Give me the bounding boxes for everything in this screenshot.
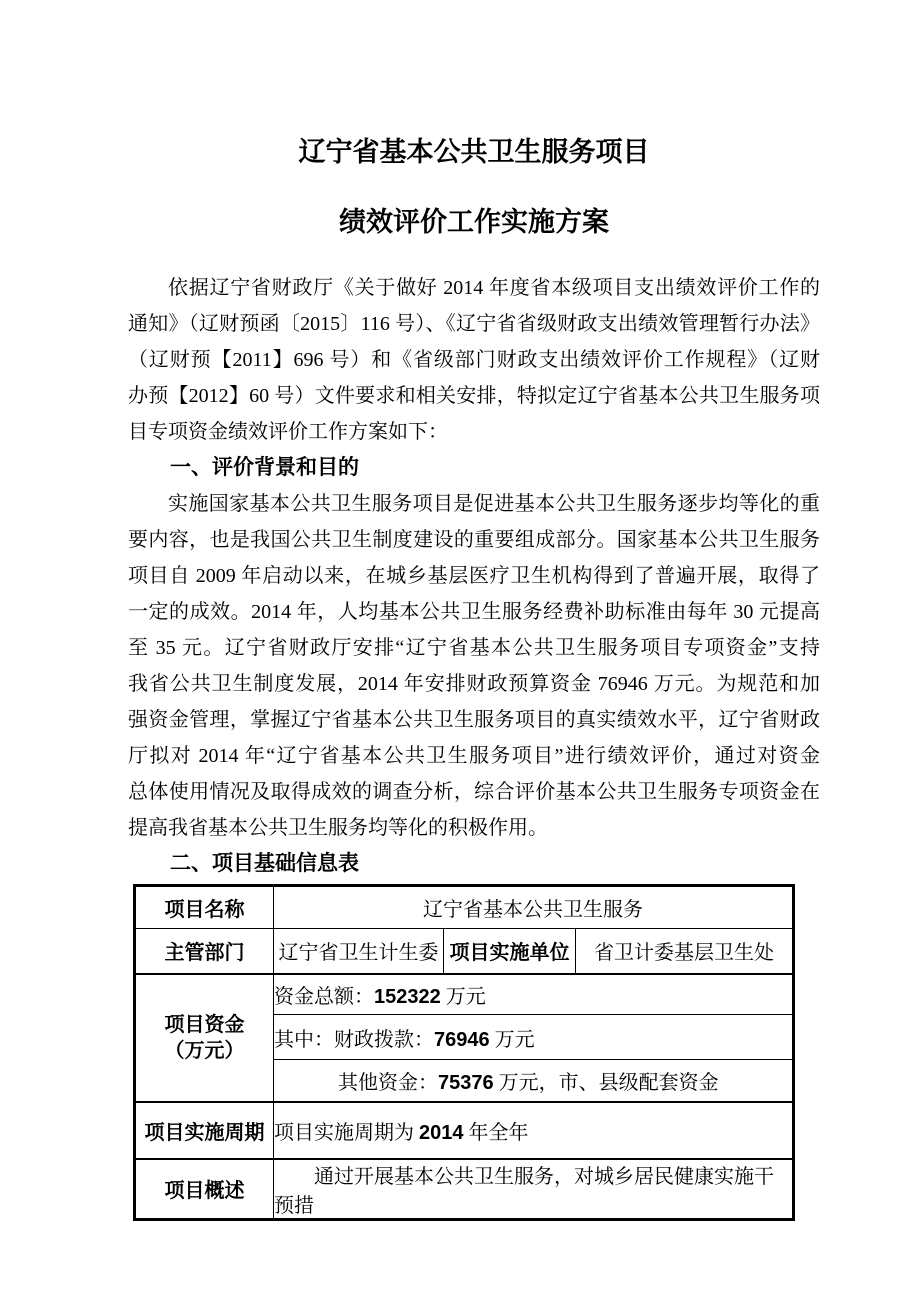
funding-other-cell xyxy=(274,1060,794,1102)
overview-value-cell: 通过开展基本公共卫生服务，对城乡居民健康实施干预措 xyxy=(274,1159,794,1220)
project-name-label-cell: 项目名称 xyxy=(135,886,274,929)
table-row-period xyxy=(135,1102,794,1159)
supervisor-label-cell: 主管部门 xyxy=(135,929,274,974)
funding-total-cell xyxy=(274,974,794,1015)
text-segment: 万元 xyxy=(489,1028,535,1051)
paragraph-line: 办预【2012】60 号）文件要求和相关安排，特拟定辽宁省基本公共卫生服务项 xyxy=(128,385,820,407)
section-1-paragraph xyxy=(128,486,820,846)
implement-unit-label-cell: 项目实施单位 xyxy=(444,929,576,974)
document-title-line2: 绩效评价工作实施方案 xyxy=(339,207,609,237)
paragraph-line: 厅拟对 2014 年“辽宁省基本公共卫生服务项目”进行绩效评价，通过对资金 xyxy=(128,745,820,767)
paragraph-line: 我省公共卫生制度发展，2014 年安排财政预算资金 76946 万元。为规范和加 xyxy=(128,673,820,695)
text-segment: 项目实施周期为 xyxy=(274,1121,419,1144)
text-segment: 万元 xyxy=(440,985,486,1008)
implement-unit-value-cell: 省卫计委基层卫生处 xyxy=(576,929,794,974)
paragraph-line: 目专项资金绩效评价工作方案如下： xyxy=(128,421,448,443)
document-title-line1: 辽宁省基本公共卫生服务项目 xyxy=(298,137,650,167)
number-text: 75376 xyxy=(438,1071,494,1094)
paragraph-line: 通知》（辽财预函〔2015〕116 号）、《辽宁省省级财政支出绩效管理暂行办法》 xyxy=(128,313,820,335)
paragraph-line: 至 35 元。辽宁省财政厅安排“辽宁省基本公共卫生服务项目专项资金”支持 xyxy=(128,637,820,659)
section-1-heading: 一、评价背景和目的 xyxy=(170,456,359,479)
paragraph-line: 要内容，也是我国公共卫生制度建设的重要组成部分。国家基本公共卫生服务 xyxy=(128,529,820,551)
period-value-cell xyxy=(274,1102,794,1159)
text-segment: 其中：财政拨款： xyxy=(274,1028,434,1051)
paragraph-line: 一定的成效。2014 年，人均基本公共卫生服务经费补助标准由每年 30 元提高 xyxy=(128,601,820,623)
paragraph-line: 依据辽宁省财政厅《关于做好 2014 年度省本级项目支出绩效评价工作的 xyxy=(168,277,820,299)
paragraph-line: 强资金管理，掌握辽宁省基本公共卫生服务项目的真实绩效水平，辽宁省财政 xyxy=(128,709,820,731)
intro-paragraph xyxy=(128,270,820,450)
funding-label-line1: 项目资金 xyxy=(164,1013,245,1036)
period-label-cell: 项目实施周期 xyxy=(135,1102,274,1159)
funding-label-line2: （万元） xyxy=(164,1039,245,1062)
table-row-department xyxy=(135,929,794,974)
paragraph-line: 总体使用情况及取得成效的调查分析，综合评价基本公共卫生服务专项资金在 xyxy=(128,781,820,803)
text-segment: 其他资金： xyxy=(338,1071,438,1094)
project-info-table xyxy=(133,884,795,1221)
table-row-overview xyxy=(135,1159,794,1220)
paragraph-line: 项目自 2009 年启动以来，在城乡基层医疗卫生机构得到了普遍开展，取得了 xyxy=(128,565,820,587)
supervisor-value-cell: 辽宁省卫生计生委 xyxy=(274,929,444,974)
number-text: 76946 xyxy=(434,1028,490,1051)
section-2-heading: 二、项目基础信息表 xyxy=(170,852,359,875)
paragraph-line: 实施国家基本公共卫生服务项目是促进基本公共卫生服务逐步均等化的重 xyxy=(168,493,820,515)
funding-fiscal-cell xyxy=(274,1015,794,1060)
paragraph-line: （辽财预【2011】696 号）和《省级部门财政支出绩效评价工作规程》（辽财 xyxy=(128,349,820,371)
funding-label-cell xyxy=(135,974,274,1102)
paragraph-line: 提高我省基本公共卫生服务均等化的积极作用。 xyxy=(128,817,548,839)
number-text: 152322 xyxy=(374,985,441,1008)
text-segment: 年全年 xyxy=(463,1121,529,1144)
text-segment: 万元，市、县级配套资金 xyxy=(493,1071,719,1094)
project-name-value-cell: 辽宁省基本公共卫生服务 xyxy=(274,886,794,929)
table-row-project-name xyxy=(135,886,794,929)
overview-label-cell: 项目概述 xyxy=(135,1159,274,1220)
text-segment: 资金总额： xyxy=(274,985,374,1008)
number-text: 2014 xyxy=(419,1121,464,1144)
table-row-funding-total xyxy=(135,974,794,1015)
